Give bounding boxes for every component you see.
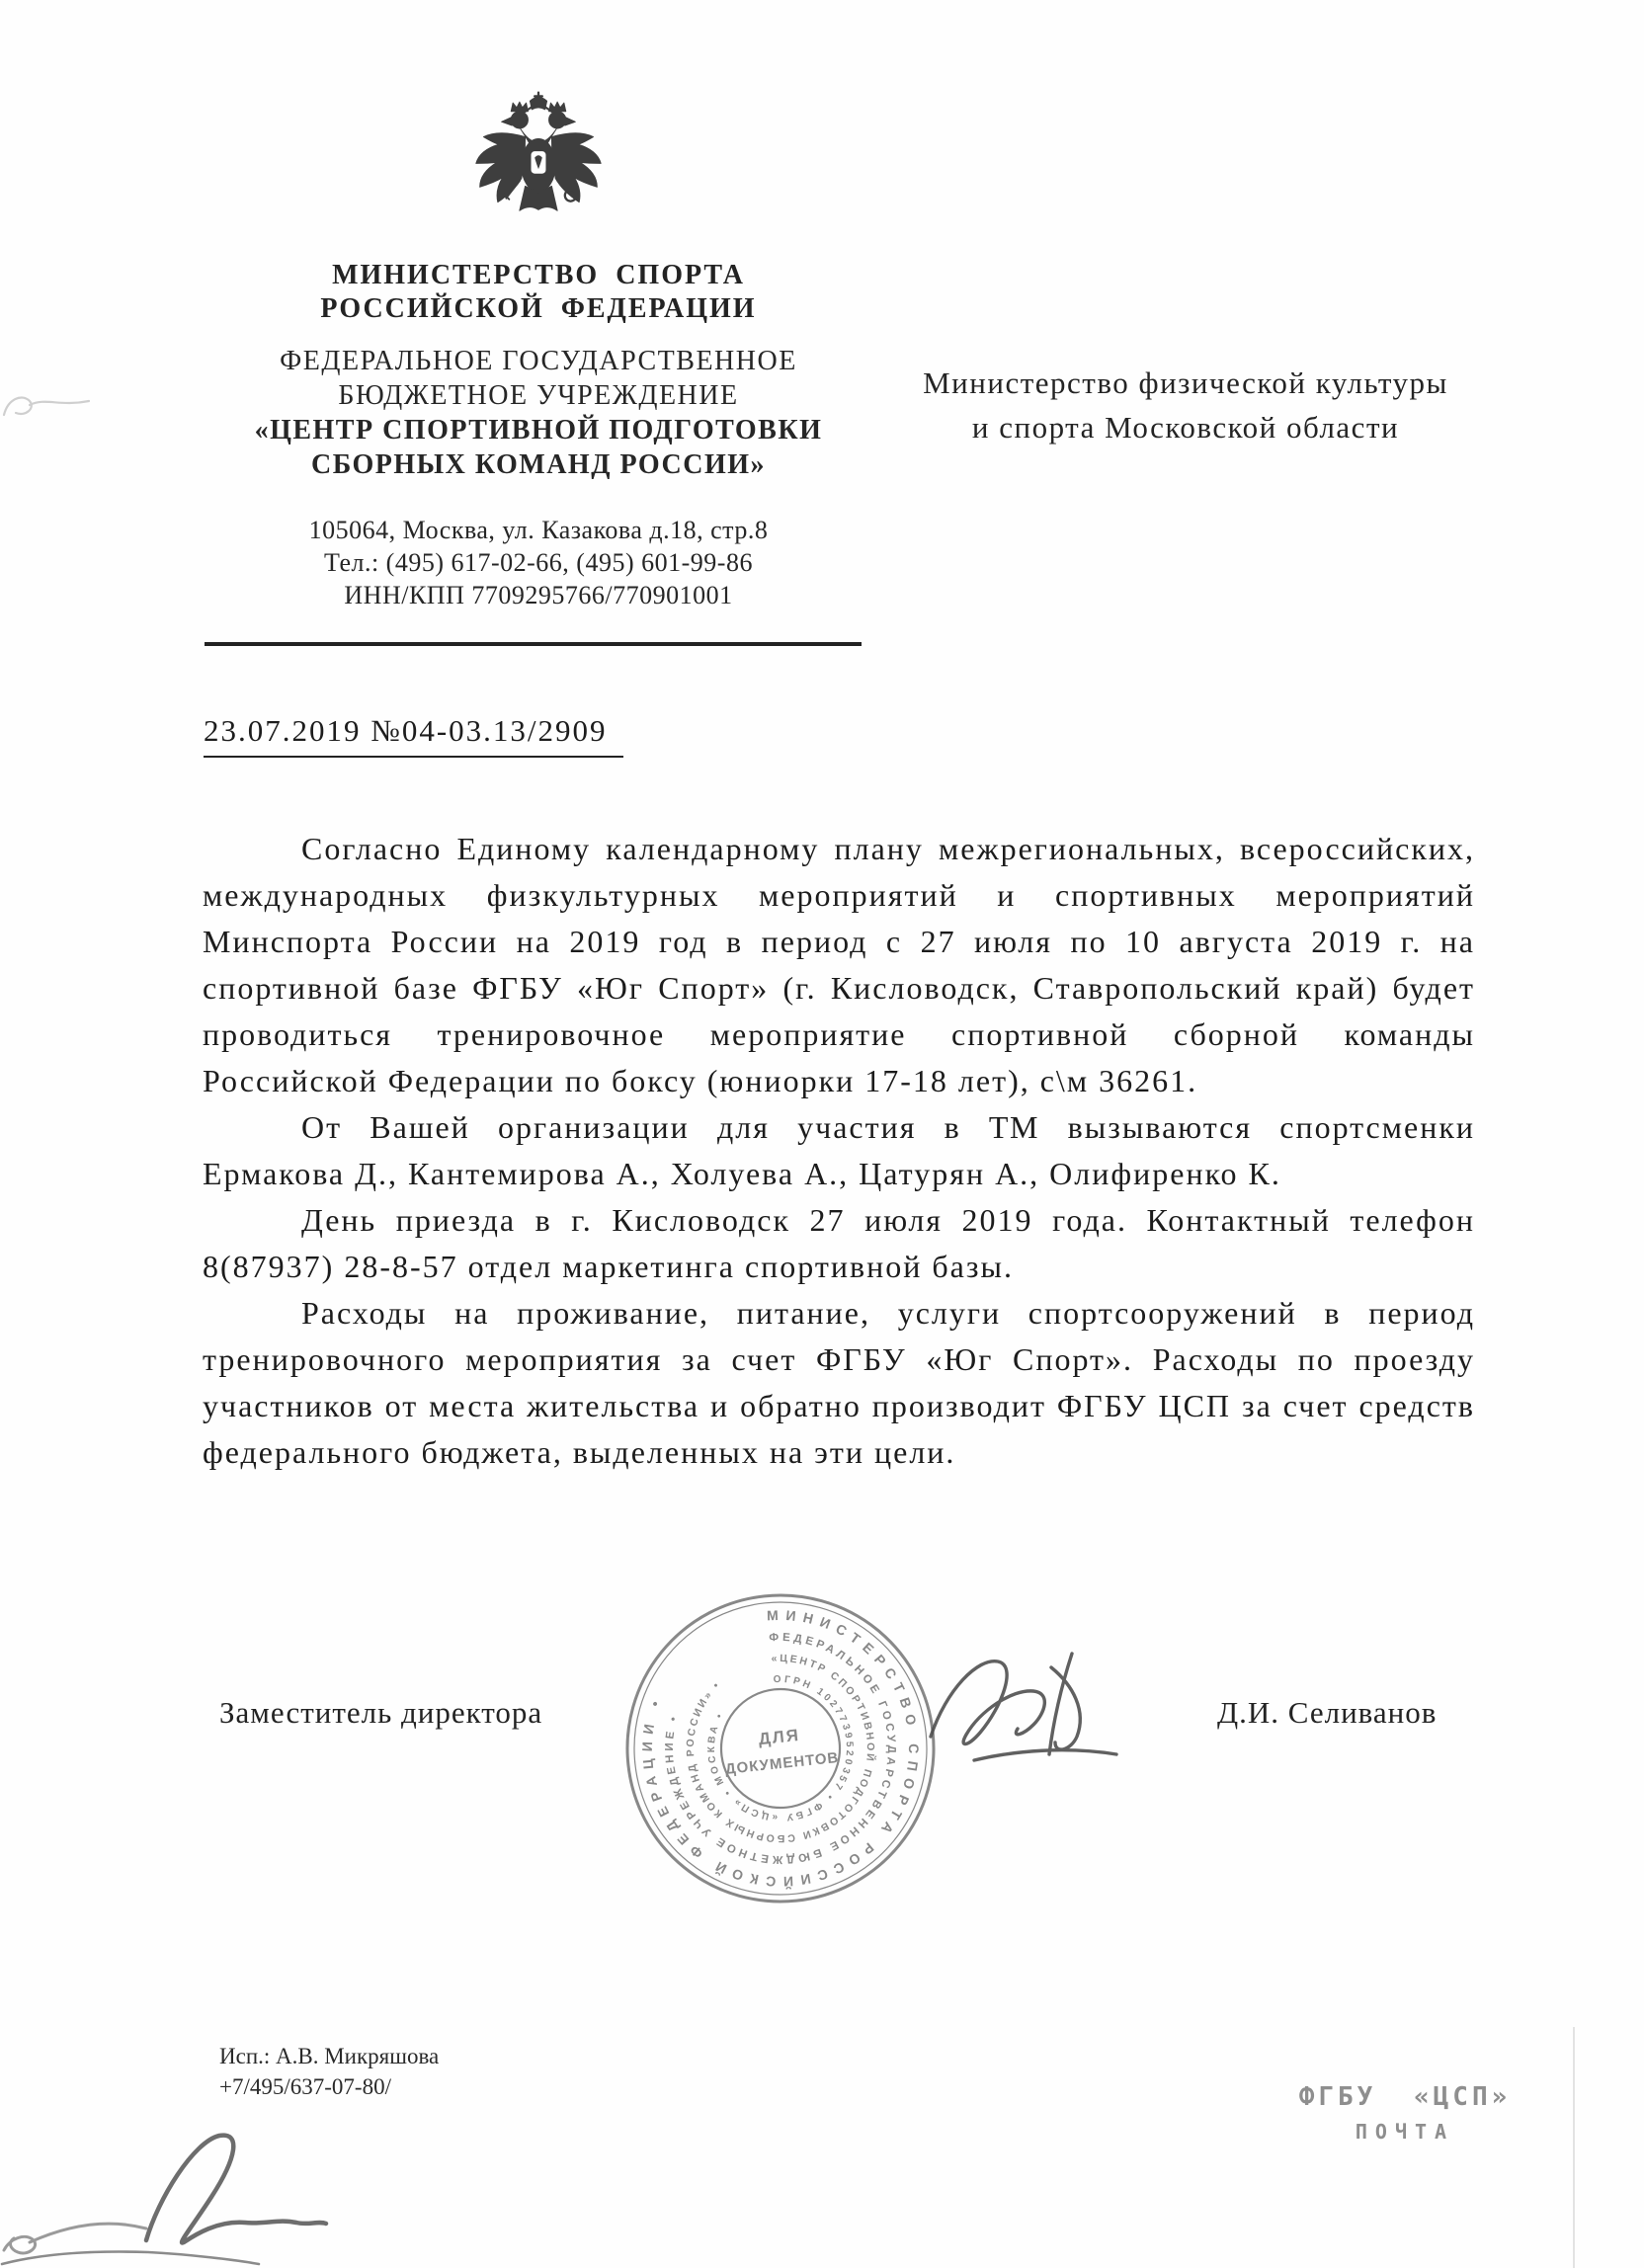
executor-signature — [0, 2122, 445, 2268]
svg-text:ДЛЯ: ДЛЯ — [757, 1725, 801, 1749]
scan-artifact-line — [1573, 2027, 1575, 2268]
executor-phone-line: +7/495/637-07-80/ — [219, 2074, 391, 2099]
mail-stamp — [1276, 2082, 1533, 2144]
addressee-line-1: Министерство физической культуры — [923, 365, 1448, 400]
stamp-ring-text-1: МИНИСТЕРСТВО СПОРТА РОССИЙСКОЙ ФЕДЕРАЦИИ • — [638, 1606, 923, 1891]
letterhead — [178, 91, 899, 611]
org-line-1: ФЕДЕРАЛЬНОЕ ГОСУДАРСТВЕННОЕ — [280, 346, 797, 376]
address-line-3: ИНН/КПП 7709295766/770901001 — [344, 581, 733, 609]
ministry-line-1: МИНИСТЕРСТВО СПОРТА — [332, 260, 745, 290]
ministry-name — [178, 259, 899, 326]
address-line-1: 105064, Москва, ул. Казакова д.18, стр.8 — [308, 516, 769, 544]
stamp-ring-text-4: ОГРН 1027739520357 • ФГБУ «ЦСП» • МОСКВА • — [705, 1673, 856, 1823]
stamp-ring-text-2: ФЕДЕРАЛЬНОЕ ГОСУДАРСТВЕННОЕ БЮДЖЕТНОЕ УЧРЕЖДЕНИЕ • — [663, 1631, 898, 1866]
org-line-3: «ЦЕНТР СПОРТИВНОЙ ПОДГОТОВКИ — [254, 415, 823, 446]
header-divider — [205, 642, 862, 646]
stamp-ring-text-3: «ЦЕНТР СПОРТИВНОЙ ПОДГОТОВКИ СБОРНЫХ КОМАНД РОССИИ» • — [684, 1652, 876, 1845]
margin-scribble — [2, 385, 93, 429]
executor-name-line: Исп.: А.В. Микряшова — [219, 2044, 440, 2068]
ministry-line-2: РОССИЙСКОЙ ФЕДЕРАЦИИ — [320, 293, 757, 324]
director-signature — [917, 1642, 1129, 1780]
address-line-2: Тел.: (495) 617-02-66, (495) 601-99-86 — [324, 548, 753, 577]
letter-body — [203, 826, 1475, 1476]
executor-note — [219, 2041, 439, 2102]
org-address — [178, 514, 899, 611]
org-name — [178, 344, 899, 482]
reference-number: 23.07.2019 №04-03.13/2909 — [204, 713, 623, 758]
signature-title: Заместитель директора — [219, 1695, 543, 1730]
addressee — [879, 361, 1492, 449]
coat-of-arms-icon — [472, 91, 605, 253]
round-stamp — [592, 1560, 969, 1937]
org-line-4: СБОРНЫХ КОМАНД РОССИИ» — [310, 449, 767, 480]
svg-text:ДОКУМЕНТОВ: ДОКУМЕНТОВ — [724, 1748, 841, 1778]
body-paragraph-1: Согласно Единому календарному плану межрегиональных, всероссийских, международных физкультурных мероприятий и спортивных мероприятий Минспорта России на 2019 год в период с 27 июля по 10 августа 2019 г. на спортивной базе ФГБУ «Юг Спорт» (г. Кисловодск, Ставропольский край) будет проводиться тренировочное мероприятие спортивной сборной команды Российской Федерации по боксу (юниорки 17-18 лет), с\м 36261. — [203, 831, 1475, 1098]
addressee-line-2: и спорта Московской области — [971, 410, 1400, 445]
stamp-center-text — [721, 1722, 840, 1778]
body-paragraph-2: От Вашей организации для участия в ТМ вызываются спортсменки Ермакова Д., Кантемирова А., Холуева А., Цатурян А., Олифиренко К. — [203, 1109, 1475, 1191]
mail-stamp-line-1: ФГБУ «ЦСП» — [1298, 2082, 1512, 2112]
body-paragraph-3: День приезда в г. Кисловодск 27 июля 2019 года. Контактный телефон 8(87937) 28-8-57 отдел маркетинга спортивной базы. — [203, 1202, 1475, 1284]
org-line-2: БЮДЖЕТНОЕ УЧРЕЖДЕНИЕ — [338, 380, 739, 411]
mail-stamp-line-2: ПОЧТА — [1355, 2120, 1455, 2144]
body-paragraph-4: Расходы на проживание, питание, услуги спортсооружений в период тренировочного мероприятия за счет ФГБУ «Юг Спорт». Расходы по проезду участников от места жительства и обратно производит ФГБУ ЦСП за счет средств федерального бюджета, выделенных на эти цели. — [203, 1295, 1475, 1470]
signer-name: Д.И. Селиванов — [1217, 1695, 1438, 1730]
